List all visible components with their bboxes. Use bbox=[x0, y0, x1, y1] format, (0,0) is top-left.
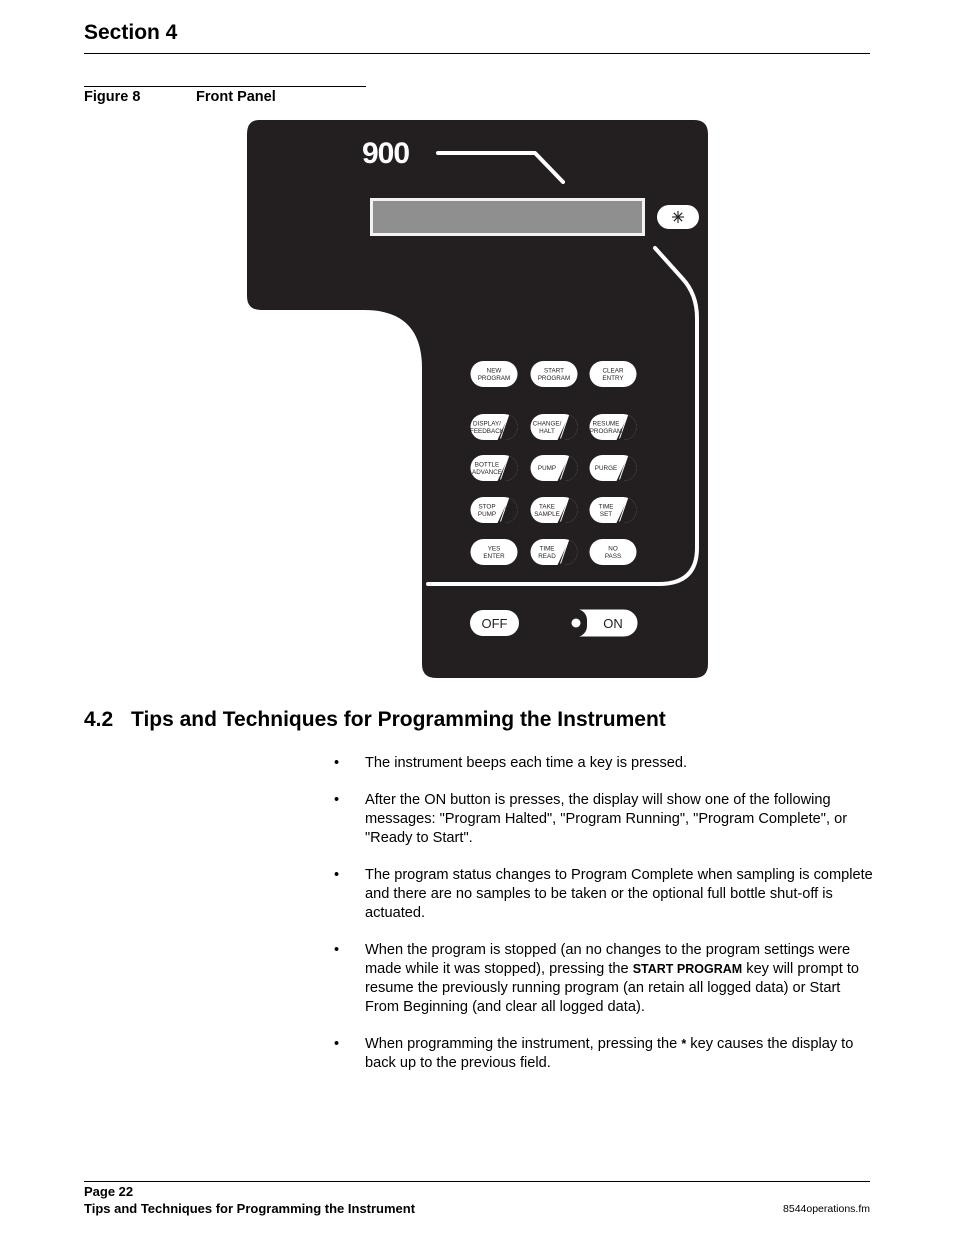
yes-enter-key[interactable] bbox=[471, 539, 518, 565]
key-digit: 6 bbox=[623, 462, 632, 478]
section-heading-number: 4.2 bbox=[84, 708, 114, 731]
key-reference: START PROGRAM bbox=[632, 962, 743, 976]
key-label: CHANGE/ bbox=[532, 420, 562, 428]
on-button[interactable] bbox=[565, 609, 638, 637]
key-label: PUMP bbox=[537, 465, 557, 472]
bullet-marker: • bbox=[334, 792, 340, 808]
time-read-key[interactable] bbox=[531, 539, 578, 565]
display-screen bbox=[373, 201, 642, 233]
time-set-key[interactable] bbox=[590, 497, 637, 523]
key-label: PROGRAM bbox=[537, 375, 571, 382]
key-label: TIME bbox=[539, 545, 555, 553]
key-label: TAKE bbox=[539, 503, 555, 511]
key-label: PURGE bbox=[594, 465, 618, 472]
clear-entry-key[interactable] bbox=[590, 361, 637, 387]
key-label: BOTTLE bbox=[474, 461, 500, 469]
key-digit: 7 bbox=[504, 504, 513, 520]
figure-title: Front Panel bbox=[196, 89, 276, 105]
key-label: HALT bbox=[539, 428, 555, 435]
key-digit: 9 bbox=[623, 504, 632, 520]
key-digit: 3 bbox=[623, 421, 632, 437]
list-item bbox=[334, 754, 874, 773]
no-pass-key[interactable] bbox=[590, 539, 637, 565]
on-button-label: ON bbox=[603, 616, 623, 631]
footer-title: Tips and Techniques for Programming the Instrument bbox=[84, 1201, 416, 1216]
key-label: CLEAR bbox=[602, 367, 624, 375]
key-label: FEEDBACK bbox=[470, 428, 504, 435]
pump-key[interactable] bbox=[531, 455, 578, 481]
list-item-text: When the program is stopped (an no changes to the program settings were made while it was stopped), pressing the bbox=[365, 942, 851, 977]
power-indicator-icon bbox=[572, 619, 581, 628]
key-reference: * bbox=[681, 1037, 687, 1051]
list-item-text: The program status changes to Program Complete when sampling is complete and there are no samples to be taken or the optional full bottle shut-off is actuated. bbox=[365, 867, 873, 921]
list-item-text: When programming the instrument, pressing the bbox=[365, 1036, 678, 1052]
off-button[interactable] bbox=[470, 610, 519, 636]
backlight-icon bbox=[672, 211, 684, 223]
key-digit: 4 bbox=[504, 462, 513, 478]
resume-program-key[interactable] bbox=[590, 414, 637, 440]
key-digit: 5 bbox=[564, 462, 573, 478]
key-label: NEW bbox=[486, 367, 502, 375]
header-rule bbox=[84, 53, 870, 54]
key-label: ADVANCE bbox=[472, 469, 502, 476]
list-item-text: The instrument beeps each time a key is pressed. bbox=[365, 755, 688, 771]
bullet-marker: • bbox=[334, 755, 340, 771]
take-sample-key[interactable] bbox=[531, 497, 578, 523]
display-feedback-key[interactable] bbox=[470, 414, 517, 440]
bullet-marker: • bbox=[334, 1036, 340, 1052]
key-label: START bbox=[543, 367, 565, 375]
key-label: DISPLAY/ bbox=[473, 420, 501, 428]
list-item bbox=[334, 791, 874, 848]
key-label: TIME bbox=[598, 503, 614, 511]
new-program-key[interactable] bbox=[471, 361, 518, 387]
bottle-advance-key[interactable] bbox=[471, 455, 518, 481]
list-item bbox=[334, 941, 874, 1017]
key-label: READ bbox=[538, 553, 556, 560]
footer-filename: 8544operations.fm bbox=[783, 1203, 870, 1215]
front-panel-illustration bbox=[245, 118, 710, 680]
page-number: Page 22 bbox=[84, 1184, 134, 1199]
list-item-text: After the ON button is presses, the display will show one of the following messages: "Program Halted", "Program Running", "Program Complete", or "Ready to Start". bbox=[365, 792, 848, 846]
key-label: STOP bbox=[478, 503, 496, 511]
change-halt-key[interactable] bbox=[531, 414, 578, 440]
section-heading bbox=[84, 708, 666, 732]
key-label: PROGRAM bbox=[589, 428, 623, 435]
key-label: NO bbox=[608, 545, 618, 553]
stop-pump-key[interactable] bbox=[471, 497, 518, 523]
section-title: Section 4 bbox=[84, 21, 178, 44]
list-item bbox=[334, 866, 874, 923]
brand-logo: 900 bbox=[362, 137, 410, 170]
key-digit: 0 bbox=[564, 546, 573, 562]
list-item bbox=[334, 1035, 874, 1073]
key-label: PASS bbox=[604, 553, 622, 560]
off-button-label: OFF bbox=[481, 616, 508, 631]
key-label: PROGRAM bbox=[477, 375, 511, 382]
figure-rule bbox=[84, 86, 366, 87]
figure-number: Figure 8 bbox=[84, 89, 141, 105]
purge-key[interactable] bbox=[590, 455, 637, 481]
key-digit: 8 bbox=[564, 504, 573, 520]
backlight-button[interactable] bbox=[657, 205, 699, 229]
key-label: ENTER bbox=[483, 553, 505, 560]
bullet-marker: • bbox=[334, 867, 340, 883]
key-label: SAMPLE bbox=[534, 511, 560, 518]
section-heading-title: Tips and Techniques for Programming the Instrument bbox=[131, 708, 666, 731]
key-digit: 1 bbox=[504, 421, 513, 437]
footer-rule bbox=[84, 1181, 870, 1182]
key-label: PUMP bbox=[477, 511, 497, 518]
list-item-text: key will prompt to resume the previously running program (an retain all logged data) or Start From Beginning (and clear all logged data). bbox=[365, 961, 859, 1015]
key-label: ENTRY bbox=[602, 375, 624, 382]
key-label: YES bbox=[487, 545, 501, 553]
key-label: RESUME bbox=[592, 420, 620, 428]
start-program-key[interactable] bbox=[531, 361, 578, 387]
key-label: SET bbox=[599, 511, 613, 518]
list-item-text: key causes the display to back up to the previous field. bbox=[365, 1036, 854, 1071]
bullet-marker: • bbox=[334, 942, 340, 958]
key-digit: 2 bbox=[564, 421, 573, 437]
tips-list bbox=[334, 754, 874, 1091]
